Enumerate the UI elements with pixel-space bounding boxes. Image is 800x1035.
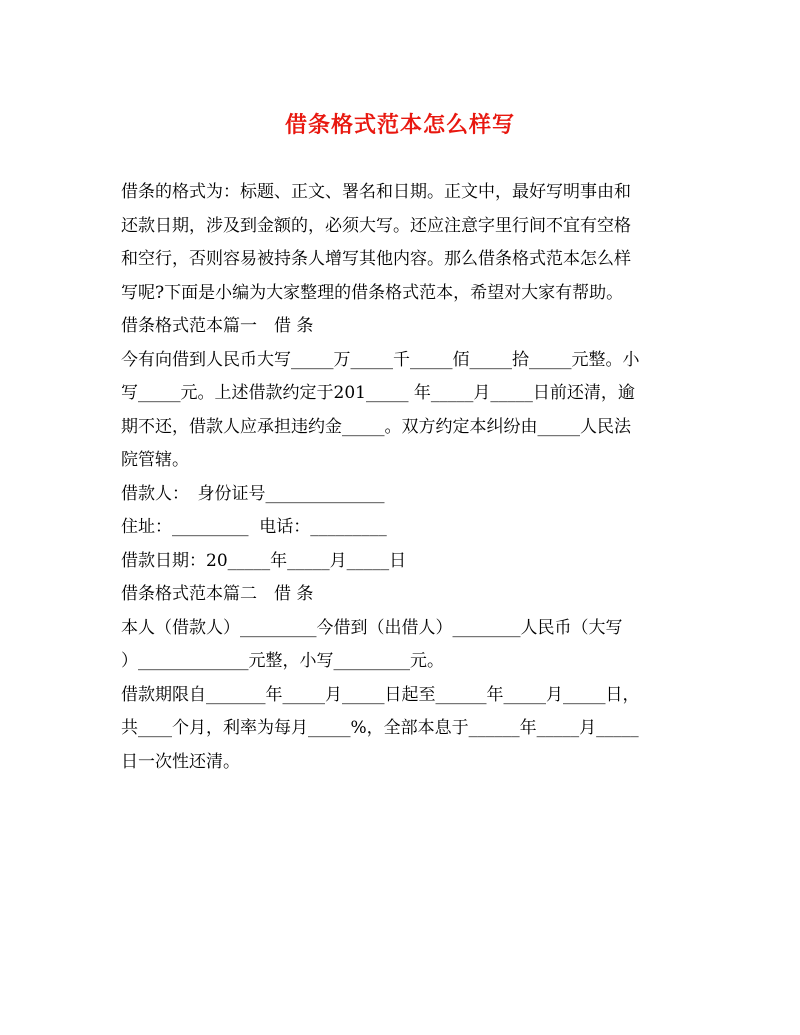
document-body <box>121 176 696 779</box>
loan-term-line-1: 借款期限自_______年_____月_____日起至______年_____月_____日， <box>121 684 640 705</box>
intro-line-1: 借条的格式为：标题、正文、署名和日期。正文中，最好写明事由和 <box>121 182 631 202</box>
template-two-line-2: ）_____________元整，小写_________元。 <box>121 651 444 671</box>
intro-line-3: 和空行，否则容易被持条人增写其他内容。那么借条格式范本怎么样 <box>121 249 631 269</box>
template-two-line-1: 本人（借款人）_________今借到（出借人）________人民币（大写 <box>121 617 623 638</box>
loan-date-line: 借款日期：20_____年_____月_____日 <box>121 550 407 571</box>
template-one-line-3: 期不还，借款人应承担违约金_____。双方约定本纠纷由_____人民法 <box>121 416 631 437</box>
borrower-id-line: 借款人： 身份证号______________ <box>121 483 385 504</box>
template-one-line-4: 院管辖。 <box>121 450 189 470</box>
template-two-heading: 借条格式范本篇二 借 条 <box>121 584 314 604</box>
template-one-heading: 借条格式范本篇一 借 条 <box>121 316 314 336</box>
document-title: 借条格式范本怎么样写 <box>284 112 515 138</box>
intro-line-4: 写呢?下面是小编为大家整理的借条格式范本，希望对大家有帮助。 <box>121 282 624 303</box>
template-one-line-2: 写_____元。上述借款约定于201_____ 年_____月_____日前还清，逾 <box>121 383 635 403</box>
address-phone-line: 住址：_________ 电话：_________ <box>121 517 387 537</box>
loan-term-line-2: 共____个月，利率为每月_____%，全部本息于______年_____月_____ <box>121 718 639 738</box>
intro-line-2: 还款日期，涉及到金额的，必须大写。还应注意字里行间不宜有空格 <box>121 215 631 236</box>
loan-term-line-3: 日一次性还清。 <box>121 751 240 772</box>
template-one-line-1: 今有向借到人民币大写_____万_____千_____佰_____拾_____元整。小 <box>121 349 640 370</box>
